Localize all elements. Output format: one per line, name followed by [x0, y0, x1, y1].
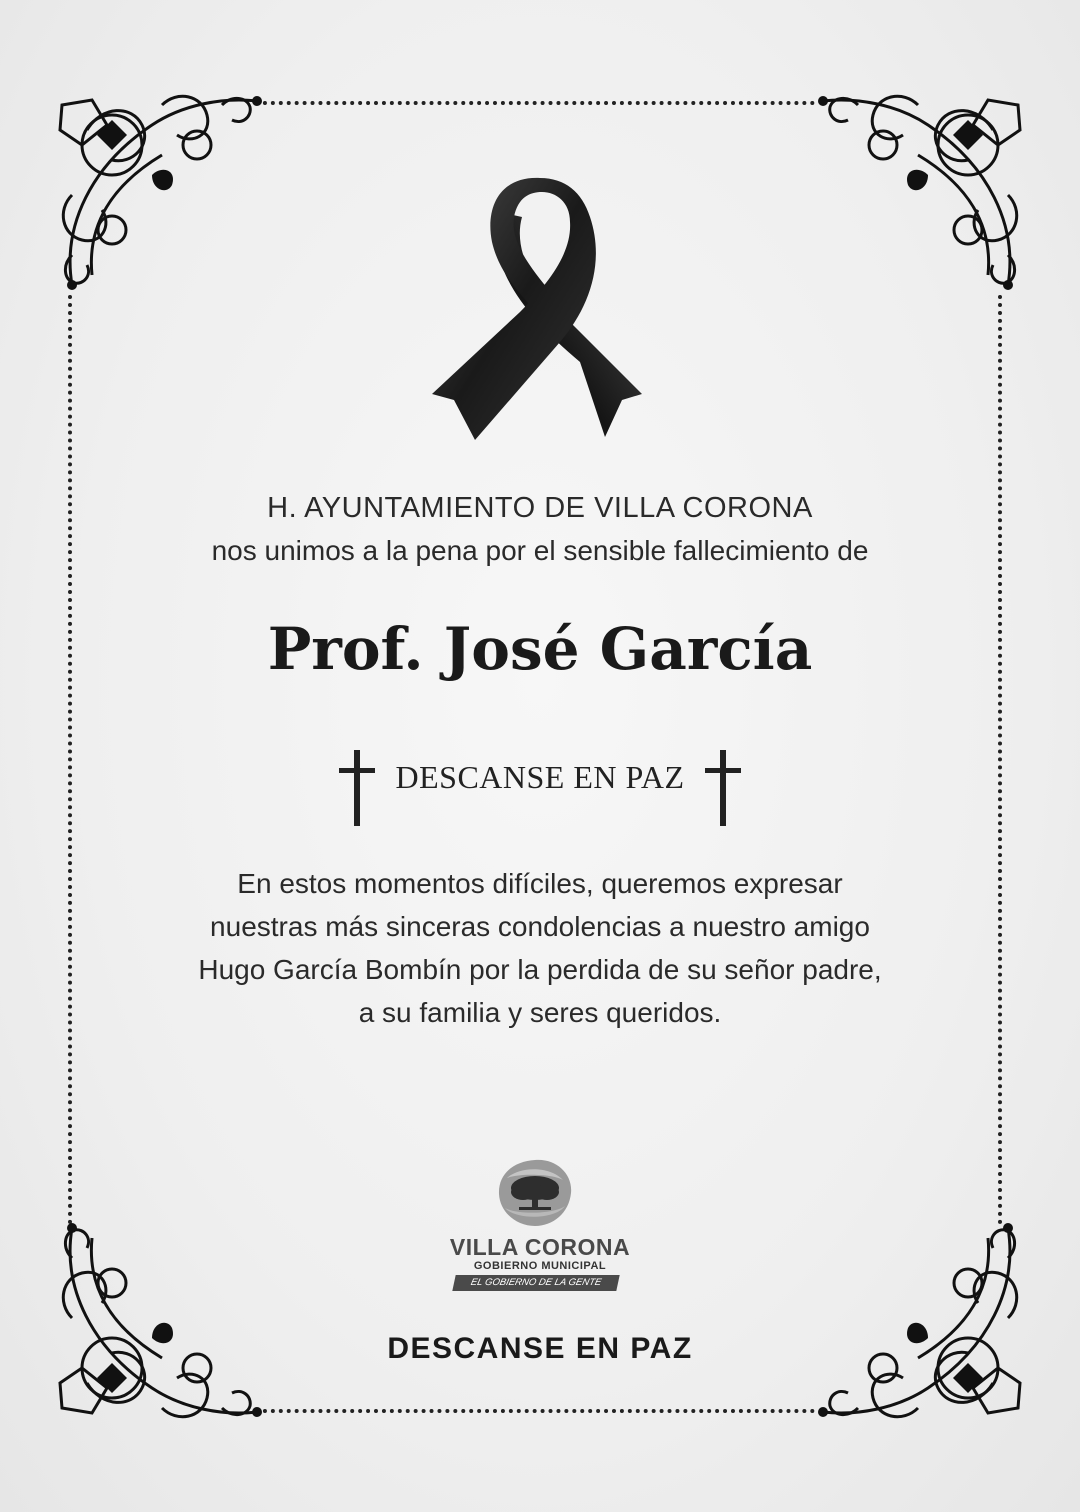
- latin-cross-icon: [703, 750, 743, 826]
- corner-ornament-icon: [818, 1218, 1028, 1428]
- rip-row: [0, 748, 1080, 828]
- frame-bottom-border: [255, 1409, 815, 1413]
- villa-corona-logo: [440, 1158, 640, 1298]
- frame-top-border: [255, 101, 815, 105]
- corner-ornament-icon: [52, 1218, 262, 1428]
- rip-label: DESCANSE EN PAZ: [395, 758, 685, 795]
- deceased-name: Prof. José García: [267, 615, 813, 683]
- footer-rip: DESCANSE EN PAZ: [387, 1332, 693, 1365]
- corner-ornament-icon: [818, 85, 1028, 295]
- organization-name: H. AYUNTAMIENTO DE VILLA CORONA: [267, 492, 813, 524]
- logo-title: VILLA CORONA: [449, 1234, 631, 1260]
- mourning-ribbon-icon: [430, 172, 650, 447]
- logo-subtitle: GOBIERNO MUNICIPAL: [473, 1260, 607, 1272]
- intro-text: nos unimos a la pena por el sensible fallecimiento de: [211, 535, 869, 566]
- corner-ornament-icon: [52, 85, 262, 295]
- tree-emblem-icon: [495, 1158, 575, 1228]
- latin-cross-icon: [337, 750, 377, 826]
- condolence-message: En estos momentos difíciles, queremos expresar nuestras más sinceras condolencias a nuestro amigo Hugo García Bombín por la perdida de su señor padre, a su familia y seres queridos.: [198, 868, 882, 1028]
- logo-slogan: EL GOBIERNO DE LA GENTE: [452, 1275, 619, 1291]
